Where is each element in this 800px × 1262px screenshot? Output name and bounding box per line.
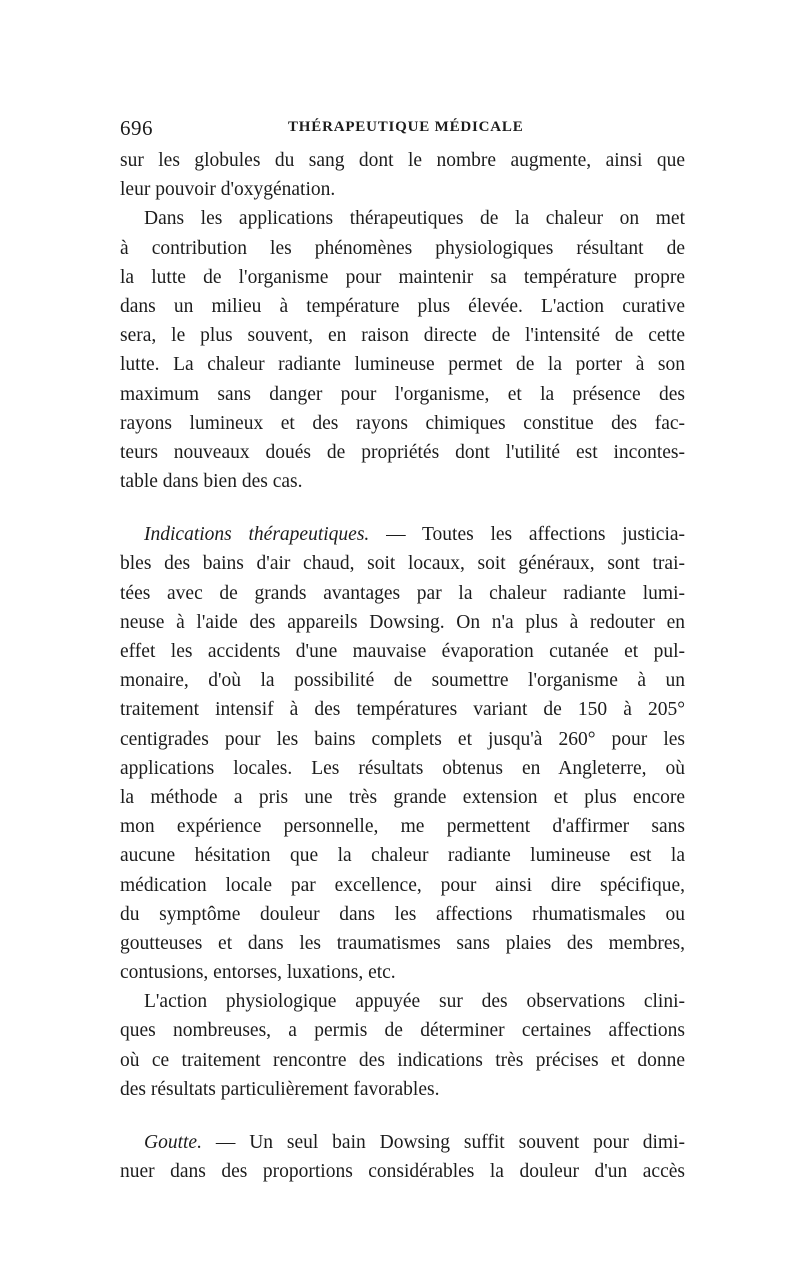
text-line — [120, 1128, 685, 1157]
text-line: traitement intensif à des températures variant de 150 à 205° — [120, 699, 685, 721]
body-text — [120, 146, 685, 1186]
section-heading-indications: Indications thérapeutiques. — [144, 524, 370, 546]
heading-line-rest: — Un seul bain Dowsing suffit souvent pour dimi- — [201, 1132, 685, 1153]
paragraph-gap — [120, 496, 685, 520]
text-line: leur pouvoir d'oxygénation. — [120, 179, 336, 201]
text-line: mon expérience personnelle, me permettent d'affirmer sans — [120, 816, 685, 838]
text-line: médication locale par excellence, pour ainsi dire spécifique, — [120, 874, 685, 896]
text-line: du symptôme douleur dans les affections rhumatismales ou — [120, 903, 685, 925]
page-header — [120, 116, 685, 142]
text-line — [120, 520, 685, 549]
running-title: THÉRAPEUTIQUE MÉDICALE — [288, 119, 524, 135]
text-line: nuer dans des proportions considérables la douleur d'un accès — [120, 1161, 685, 1183]
page-number: 696 — [120, 116, 153, 140]
text-line: rayons lumineux et des rayons chimiques constitue des fac- — [120, 412, 685, 434]
text-line: applications locales. Les résultats obtenus en Angleterre, où — [120, 757, 685, 779]
heading-line-rest: — Toutes les affections justicia- — [369, 524, 686, 546]
text-line: sera, le plus souvent, en raison directe de l'intensité de cette — [120, 325, 685, 347]
paragraph-gap — [120, 1104, 685, 1128]
text-line: L'action physiologique appuyée sur des observations clini- — [144, 991, 685, 1013]
text-line: lutte. La chaleur radiante lumineuse permet de la porter à son — [120, 354, 685, 376]
text-line: effet les accidents d'une mauvaise évaporation cutanée et pul- — [120, 641, 685, 662]
text-line: goutteuses et dans les traumatismes sans plaies des membres, — [120, 932, 685, 954]
text-line: dans un milieu à température plus élevée. L'action curative — [120, 295, 685, 317]
text-line: Dans les applications thérapeutiques de la chaleur on met — [144, 208, 685, 230]
text-line: sur les globules du sang dont le nombre augmente, ainsi que — [120, 150, 685, 171]
text-line: monaire, d'où la possibilité de soumettre l'organisme à un — [120, 670, 685, 692]
text-line: teurs nouveaux doués de propriétés dont l'utilité est incontes- — [120, 441, 685, 463]
text-line: tées avec de grands avantages par la chaleur radiante lumi- — [120, 582, 685, 604]
text-line: centigrades pour les bains complets et jusqu'à 260° pour les — [120, 728, 685, 750]
text-line: maximum sans danger pour l'organisme, et la présence des — [120, 383, 685, 405]
section-heading-goutte: Goutte. — [144, 1132, 202, 1153]
text-line: neuse à l'aide des appareils Dowsing. On n'a plus à redouter en — [120, 611, 685, 633]
text-line: bles des bains d'air chaud, soit locaux, soit généraux, sont trai- — [120, 553, 685, 575]
text-line: ques nombreuses, a permis de déterminer certaines affections — [120, 1020, 685, 1042]
text-line: où ce traitement rencontre des indications très précises et donne — [120, 1049, 685, 1071]
text-line: à contribution les phénomènes physiologiques résultant de — [120, 237, 685, 259]
text-line: contusions, entorses, luxations, etc. — [120, 962, 396, 984]
text-line: table dans bien des cas. — [120, 471, 303, 493]
text-line: des résultats particulièrement favorables. — [120, 1078, 440, 1100]
text-line: la lutte de l'organisme pour maintenir sa température propre — [120, 266, 685, 288]
text-line: aucune hésitation que la chaleur radiante lumineuse est la — [120, 845, 685, 867]
text-line: la méthode a pris une très grande extension et plus encore — [120, 786, 685, 808]
